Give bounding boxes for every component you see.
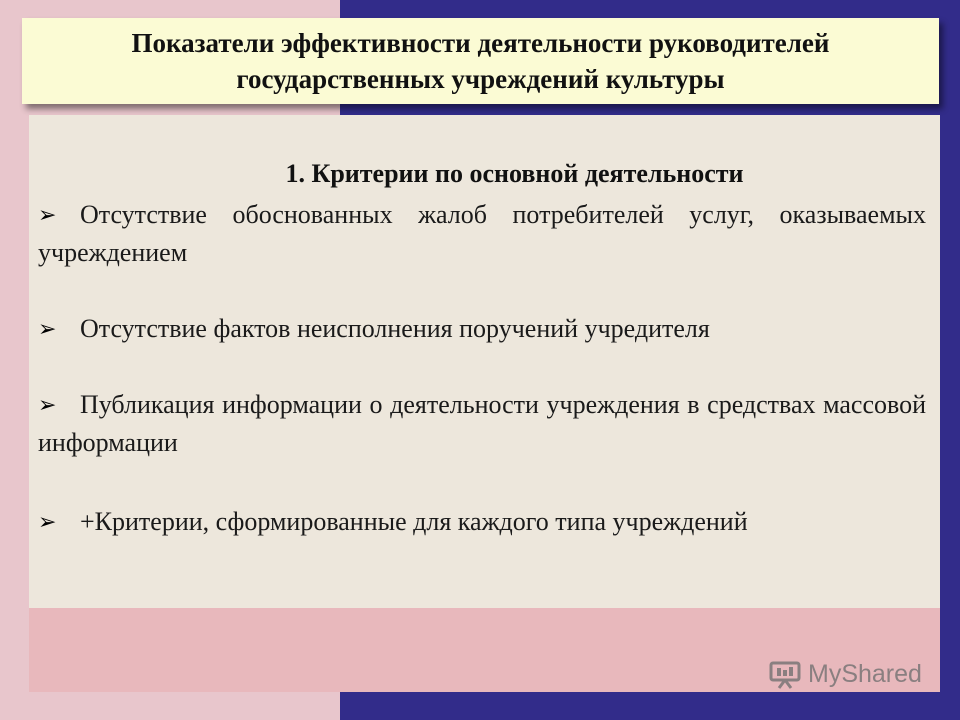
bullet-text: Отсутствие фактов неисполнения поручений учредителя [80,314,710,343]
slide-title-box [22,18,939,104]
bullet-item [38,386,926,462]
bullet-text: Публикация информации о деятельности учреждения в средствах массовой информации [38,390,926,457]
watermark-text: MyShared [808,659,922,688]
bullet-item [38,503,926,541]
arrow-bullet-icon: ➢ [38,202,57,227]
section-heading-text: 1. Критерии по основной деятельности [285,159,744,188]
bullet-item [38,196,926,272]
bullet-text: +Критерии, сформированные для каждого типа учреждений [80,507,748,536]
slide-title-line-2: государственных учреждений культуры [236,64,725,94]
presentation-screen-icon [768,659,802,689]
arrow-bullet-icon: ➢ [38,509,57,534]
arrow-bullet-icon: ➢ [38,392,57,417]
section-heading [29,159,940,189]
bullet-item [38,310,926,348]
arrow-bullet-icon: ➢ [38,316,57,341]
content-panel [29,115,940,608]
bullet-text: Отсутствие обоснованных жалоб потребителей услуг, оказываемых учреждением [38,200,926,267]
myshared-watermark [768,656,922,692]
slide-title-line-1: Показатели эффективности деятельности руководителей [131,28,830,58]
